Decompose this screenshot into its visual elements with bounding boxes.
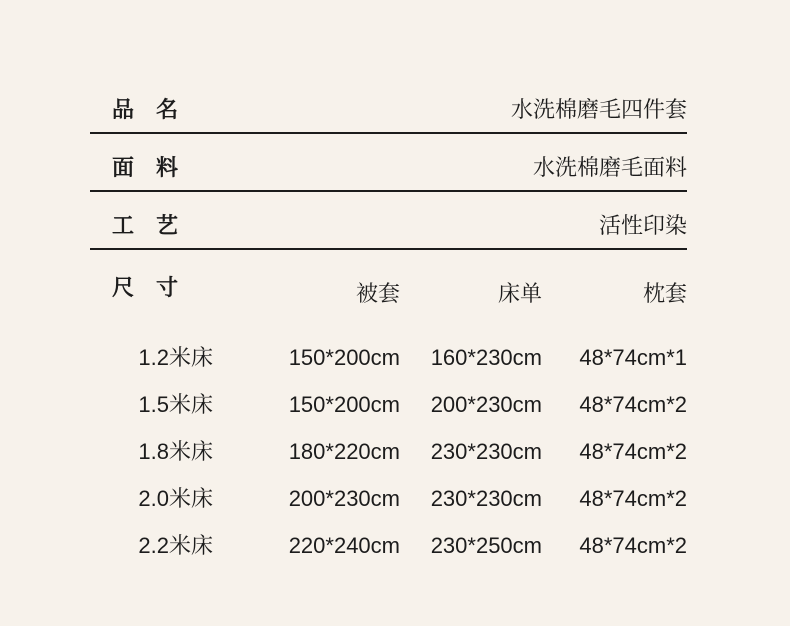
duvet-cover-cell: 220*240cm	[288, 533, 400, 558]
pillowcase-cell: 48*74cm*2	[579, 392, 687, 417]
bed-sheet-cell: 200*230cm	[430, 392, 542, 417]
duvet-cover-cell: 150*200cm	[288, 345, 400, 370]
fabric-label: 面 料	[112, 155, 179, 180]
bed-size-cell: 1.5米床	[138, 392, 213, 417]
spec-row-fabric	[90, 134, 687, 192]
fabric-value: 水洗棉磨毛面料	[532, 155, 687, 180]
product-name-value: 水洗棉磨毛四件套	[510, 97, 687, 122]
bed-size-cell: 2.0米床	[138, 486, 213, 511]
duvet-cover-cell: 150*200cm	[288, 392, 400, 417]
table-row	[90, 428, 687, 475]
spec-row-product-name	[90, 76, 687, 134]
table-row	[90, 381, 687, 428]
pillowcase-cell: 48*74cm*1	[579, 345, 687, 370]
bed-sheet-cell: 230*230cm	[430, 439, 542, 464]
size-table-header-row	[90, 250, 687, 334]
duvet-cover-cell: 180*220cm	[288, 439, 400, 464]
process-label: 工 艺	[112, 213, 179, 238]
duvet-cover-cell: 200*230cm	[288, 486, 400, 511]
table-row	[90, 334, 687, 381]
bed-sheet-cell: 160*230cm	[430, 345, 542, 370]
column-header-duvet: 被套	[355, 280, 400, 306]
bed-size-cell: 1.8米床	[138, 439, 213, 464]
column-header-pillow: 枕套	[642, 280, 687, 306]
product-name-label: 品 名	[112, 97, 179, 122]
table-row	[90, 522, 687, 569]
pillowcase-cell: 48*74cm*2	[579, 486, 687, 511]
spec-row-process	[90, 192, 687, 250]
bed-size-cell: 2.2米床	[138, 533, 213, 558]
column-header-sheet: 床单	[497, 280, 542, 306]
pillowcase-cell: 48*74cm*2	[579, 533, 687, 558]
size-table	[90, 250, 687, 569]
spec-content	[90, 76, 687, 569]
bed-sheet-cell: 230*230cm	[430, 486, 542, 511]
size-label: 尺 寸	[112, 274, 179, 300]
bed-size-cell: 1.2米床	[138, 345, 213, 370]
process-value: 活性印染	[598, 213, 687, 238]
table-row	[90, 475, 687, 522]
bed-sheet-cell: 230*250cm	[430, 533, 542, 558]
pillowcase-cell: 48*74cm*2	[579, 439, 687, 464]
